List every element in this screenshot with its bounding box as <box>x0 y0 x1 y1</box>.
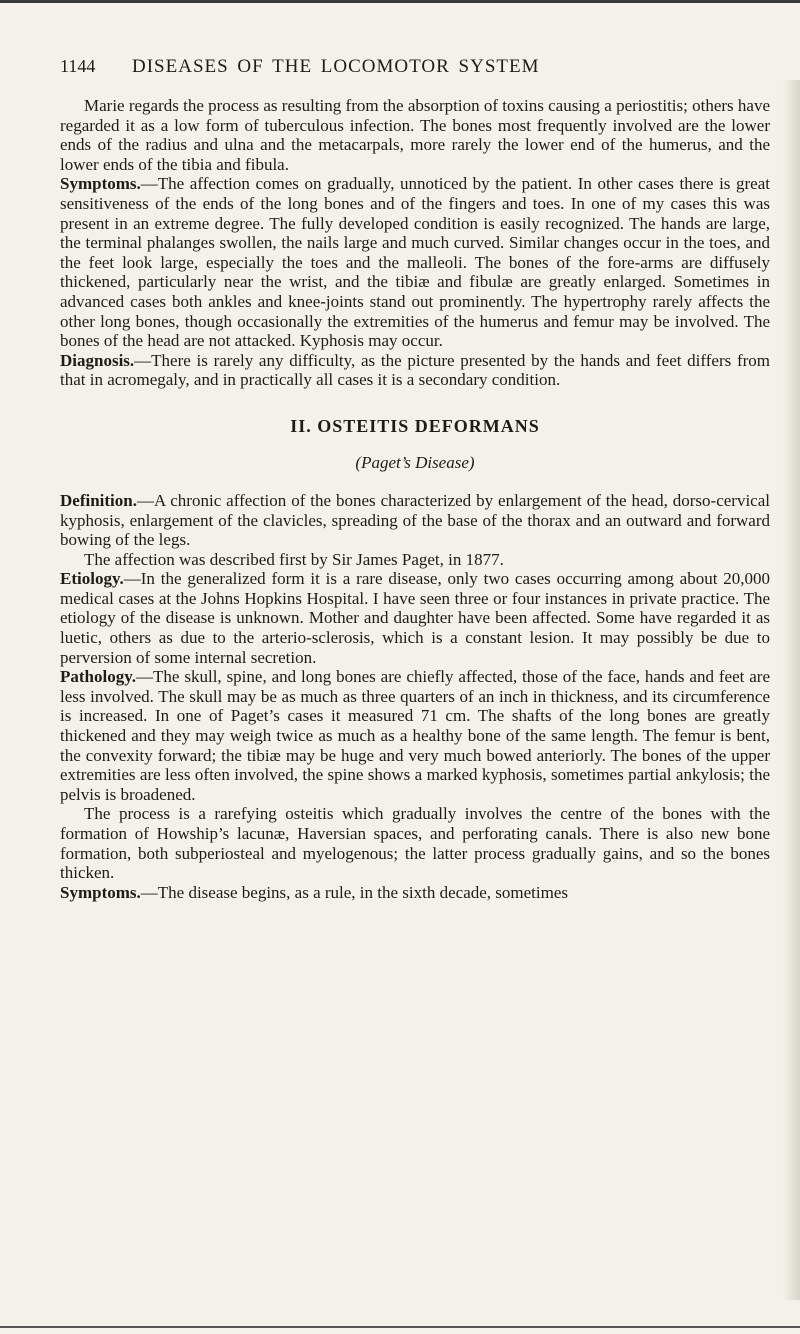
pathology-text: —The skull, spine, and long bones are chiefly affected, those of the face, hands and feet are less involved. The skull may be as much as three quarters of an inch in thickness, and its circumference is increased. In one of Paget’s cases it measured 71 cm. The shafts of the long bones are greatly thickened and they may weigh twice as much as a healthy bone of the same length. The femur is bent, the convexity forward; the tibiæ may be huge and very much bowed anteriorly. The bones of the upper extremities are less often involved, the spine shows a marked kyphosis, sometimes partial ankylosis; the pelvis is broadened. <box>60 667 770 804</box>
diagnosis-label: Diagnosis. <box>60 350 135 370</box>
bottom-rule <box>0 1326 800 1328</box>
paragraph-marie: Marie regards the process as resulting from the absorption of toxins causing a periostitis; others have regarded it as a low form of tuberculous infection. The bones most frequently involved are the lower ends of the radius and ulna and the metacarpals, more rarely the lower end of the humerus, and the lower ends of the tibia and fibula. <box>60 96 770 174</box>
page-header <box>60 56 770 90</box>
running-title: DISEASES OF THE LOCOMOTOR SYSTEM <box>132 56 540 77</box>
pathology-label: Pathology. <box>60 667 137 687</box>
paragraph-symptoms <box>60 174 770 350</box>
symptoms-text: —The affection comes on gradually, unnoticed by the patient. In other cases there is great sensitiveness of the ends of the long bones and of the fingers and toes. In one of my cases this was present in an extreme degree. The fully developed condition is easily recognized. The hands are large, the terminal phalanges swollen, the nails large and much curved. Similar changes occur in the toes, and the feet look large, especially the toes and the malleoli. The bones of the fore-arms are diffusely thickened, particularly near the wrist, and the tibiæ and fibulæ are greatly enlarged. Sometimes in advanced cases both ankles and knee-joints stand out prominently. The hypertrophy rarely affects the other long bones, though occasionally the extremities of the humerus and femur may be involved. The bones of the head are not attacked. Kyphosis may occur. <box>60 174 770 351</box>
paragraph-process: The process is a rarefying osteitis which gradually involves the centre of the bones with the formation of Howship’s lacunæ, Haversian spaces, and perforating canals. There is also new bone formation, both subperiosteal and myelogenous; the latter process gradually gains, and so the bones thicken. <box>60 804 770 883</box>
book-page <box>60 56 770 902</box>
top-rule <box>0 0 800 3</box>
paragraph-definition <box>60 491 770 550</box>
etiology-label: Etiology. <box>60 569 124 589</box>
page-body <box>60 96 770 902</box>
etiology-text: —In the generalized form it is a rare disease, only two cases occurring among about 20,000 medical cases at the Johns Hopkins Hospital. I have seen three or four instances in private practice. The etiology of the disease is unknown. Mother and daughter have been affected. Some have regarded it as luetic, others as due to the arterio-sclerosis, which is a constant lesion. It may possibly be due to perversion of some internal secretion. <box>60 569 770 667</box>
symptoms-2-label: Symptoms. <box>60 882 141 902</box>
section-heading: II. OSTEITIS DEFORMANS <box>290 415 540 436</box>
symptoms-label: Symptoms. <box>60 174 141 194</box>
page-edge-shadow <box>782 80 800 1300</box>
paragraph-diagnosis <box>60 351 770 390</box>
page-number: 1144 <box>60 56 96 76</box>
definition-text: —A chronic affection of the bones characterized by enlargement of the head, dorso-cervical kyphosis, enlargement of the clavicles, spreading of the base of the thorax and an outward and forward bowing of the legs. <box>60 490 770 550</box>
paragraph-pathology <box>60 667 770 804</box>
paragraph-symptoms-2 <box>60 883 770 903</box>
definition-label: Definition. <box>60 490 137 510</box>
paragraph-description: The affection was described first by Sir James Paget, in 1877. <box>84 549 504 569</box>
symptoms-2-text: —The disease begins, as a rule, in the sixth decade, sometimes <box>140 882 569 902</box>
diagnosis-text: —There is rarely any difficulty, as the picture presented by the hands and feet differs from that in acromegaly, and in practically all cases it is a secondary condition. <box>60 350 770 390</box>
paragraph-etiology <box>60 569 770 667</box>
section-subheading: (Paget’s Disease) <box>355 452 475 472</box>
